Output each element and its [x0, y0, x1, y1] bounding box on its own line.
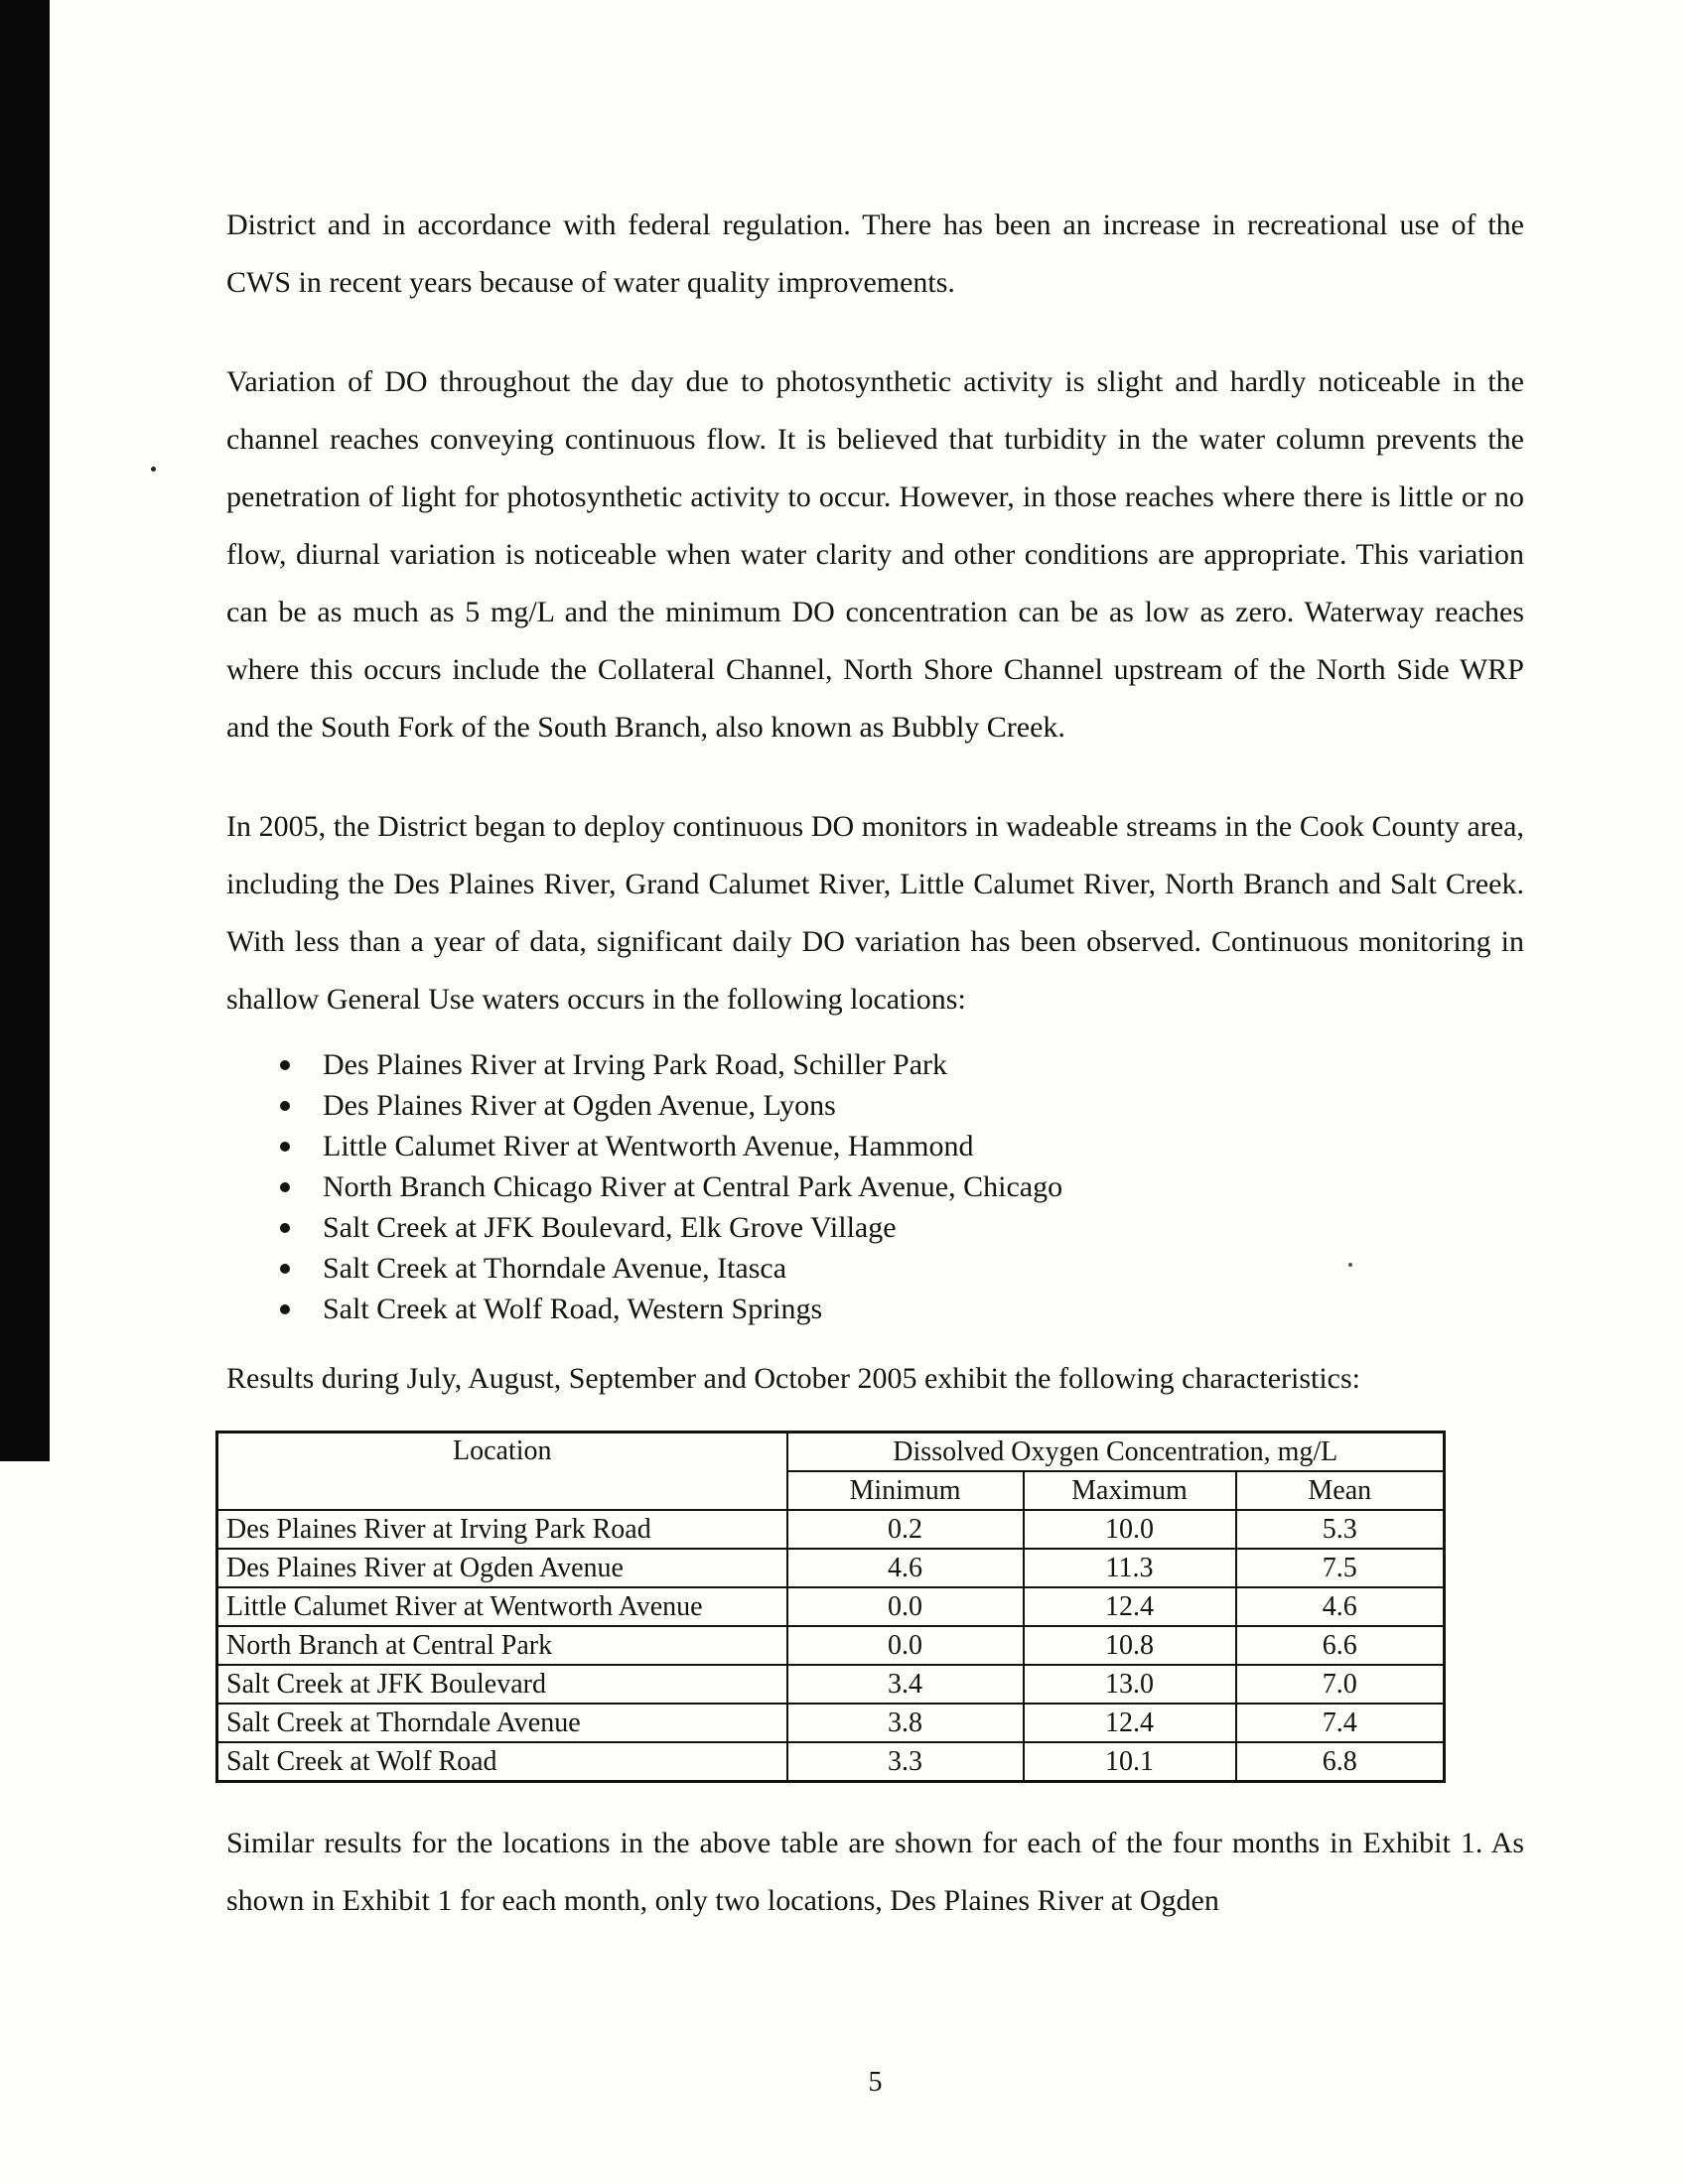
bullet-icon [280, 1264, 290, 1274]
page-number: 5 [868, 2067, 883, 2098]
table-row [217, 1587, 1445, 1626]
cell-location: Salt Creek at Wolf Road [217, 1742, 787, 1782]
cell-location: Little Calumet River at Wentworth Avenue [217, 1587, 787, 1626]
table-row [217, 1549, 1445, 1587]
cell-maximum: 13.0 [1024, 1665, 1236, 1704]
cell-minimum: 0.2 [787, 1510, 1024, 1549]
cell-maximum: 10.0 [1024, 1510, 1236, 1549]
page-body [226, 0, 1524, 1930]
cell-maximum: 10.1 [1024, 1742, 1236, 1782]
paragraph-do-variation: Variation of DO throughout the day due to photosynthetic activity is slight and hardly noticeable in the channel reaches conveying continuous flow. It is believed that turbidity in the water column prevents the penetration of light for photosynthetic activity to occur. However, in those reaches where there is little or no flow, diurnal variation is noticeable when water clarity and other conditions are appropriate. This variation can be as much as 5 mg/L and the minimum DO concentration can be as low as zero. Waterway reaches where this occurs include the Collateral Channel, North Shore Channel upstream of the North Side WRP and the South Fork of the South Branch, also known as Bubbly Creek. [226, 365, 1524, 744]
scan-artifact-dot [151, 467, 156, 472]
cell-mean: 7.0 [1236, 1665, 1445, 1704]
table-row [217, 1742, 1445, 1782]
scan-artifact-bar [0, 0, 50, 1461]
bullet-icon [280, 1182, 290, 1192]
table-intro-text: Results during July, August, September and October 2005 exhibit the following characteristics: [226, 1362, 1361, 1395]
list-item-label: North Branch Chicago River at Central Park Avenue, Chicago [323, 1170, 1063, 1203]
cell-minimum: 0.0 [787, 1587, 1024, 1626]
cell-maximum: 11.3 [1024, 1549, 1236, 1587]
list-item [226, 1207, 1524, 1248]
paragraph-monitors-2005: In 2005, the District began to deploy continuous DO monitors in wadeable streams in the Cook County area, including the Des Plaines River, Grand Calumet River, Little Calumet River, North Branch and Salt Creek. With less than a year of data, significant daily DO variation has been observed. Continuous monitoring in shallow General Use waters occurs in the following locations: [226, 810, 1524, 1016]
table-header-row [217, 1433, 1445, 1472]
list-item-label: Salt Creek at JFK Boulevard, Elk Grove Village [323, 1211, 897, 1244]
monitoring-locations-list [226, 1044, 1524, 1329]
column-header-mean: Mean [1236, 1471, 1445, 1510]
column-header-location: Location [217, 1433, 787, 1511]
table-row [217, 1704, 1445, 1742]
table-row [217, 1665, 1445, 1704]
list-item [226, 1085, 1524, 1126]
column-group-header-do: Dissolved Oxygen Concentration, mg/L [787, 1433, 1445, 1472]
list-item [226, 1248, 1524, 1289]
cell-minimum: 3.4 [787, 1665, 1024, 1704]
cell-location: Salt Creek at JFK Boulevard [217, 1665, 787, 1704]
cell-minimum: 3.8 [787, 1704, 1024, 1742]
cell-minimum: 0.0 [787, 1626, 1024, 1665]
cell-maximum: 10.8 [1024, 1626, 1236, 1665]
cell-location: Des Plaines River at Ogden Avenue [217, 1549, 787, 1587]
list-item-label: Salt Creek at Wolf Road, Western Springs [323, 1293, 823, 1325]
cell-mean: 5.3 [1236, 1510, 1445, 1549]
list-item-label: Des Plaines River at Irving Park Road, Schiller Park [323, 1048, 948, 1081]
bullet-icon [280, 1223, 290, 1233]
list-item-label: Salt Creek at Thorndale Avenue, Itasca [323, 1252, 787, 1285]
cell-mean: 7.4 [1236, 1704, 1445, 1742]
bullet-icon [280, 1304, 290, 1314]
bullet-icon [280, 1142, 290, 1152]
bullet-icon [280, 1101, 290, 1111]
table-row [217, 1510, 1445, 1549]
list-item-label: Little Calumet River at Wentworth Avenue, Hammond [323, 1130, 974, 1162]
cell-mean: 4.6 [1236, 1587, 1445, 1626]
cell-minimum: 4.6 [787, 1549, 1024, 1587]
list-item [226, 1044, 1524, 1085]
cell-minimum: 3.3 [787, 1742, 1024, 1782]
cell-location: Salt Creek at Thorndale Avenue [217, 1704, 787, 1742]
cell-mean: 6.8 [1236, 1742, 1445, 1782]
cell-maximum: 12.4 [1024, 1587, 1236, 1626]
cell-maximum: 12.4 [1024, 1704, 1236, 1742]
paragraph-exhibit-reference: Similar results for the locations in the above table are shown for each of the four months in Exhibit 1. As shown in Exhibit 1 for each month, only two locations, Des Plaines River at Ogden [226, 1827, 1524, 1917]
list-item-label: Des Plaines River at Ogden Avenue, Lyons [323, 1089, 836, 1122]
list-item [226, 1166, 1524, 1207]
table-row [217, 1626, 1445, 1665]
cell-location: North Branch at Central Park [217, 1626, 787, 1665]
cell-location: Des Plaines River at Irving Park Road [217, 1510, 787, 1549]
bullet-icon [280, 1060, 290, 1070]
cell-mean: 6.6 [1236, 1626, 1445, 1665]
paragraph-recreational-use: District and in accordance with federal regulation. There has been an increase in recreational use of the CWS in recent years because of water quality improvements. [226, 208, 1524, 299]
do-concentration-table [215, 1431, 1446, 1783]
column-header-maximum: Maximum [1024, 1471, 1236, 1510]
list-item [226, 1126, 1524, 1166]
column-header-minimum: Minimum [787, 1471, 1024, 1510]
list-item [226, 1289, 1524, 1329]
cell-mean: 7.5 [1236, 1549, 1445, 1587]
